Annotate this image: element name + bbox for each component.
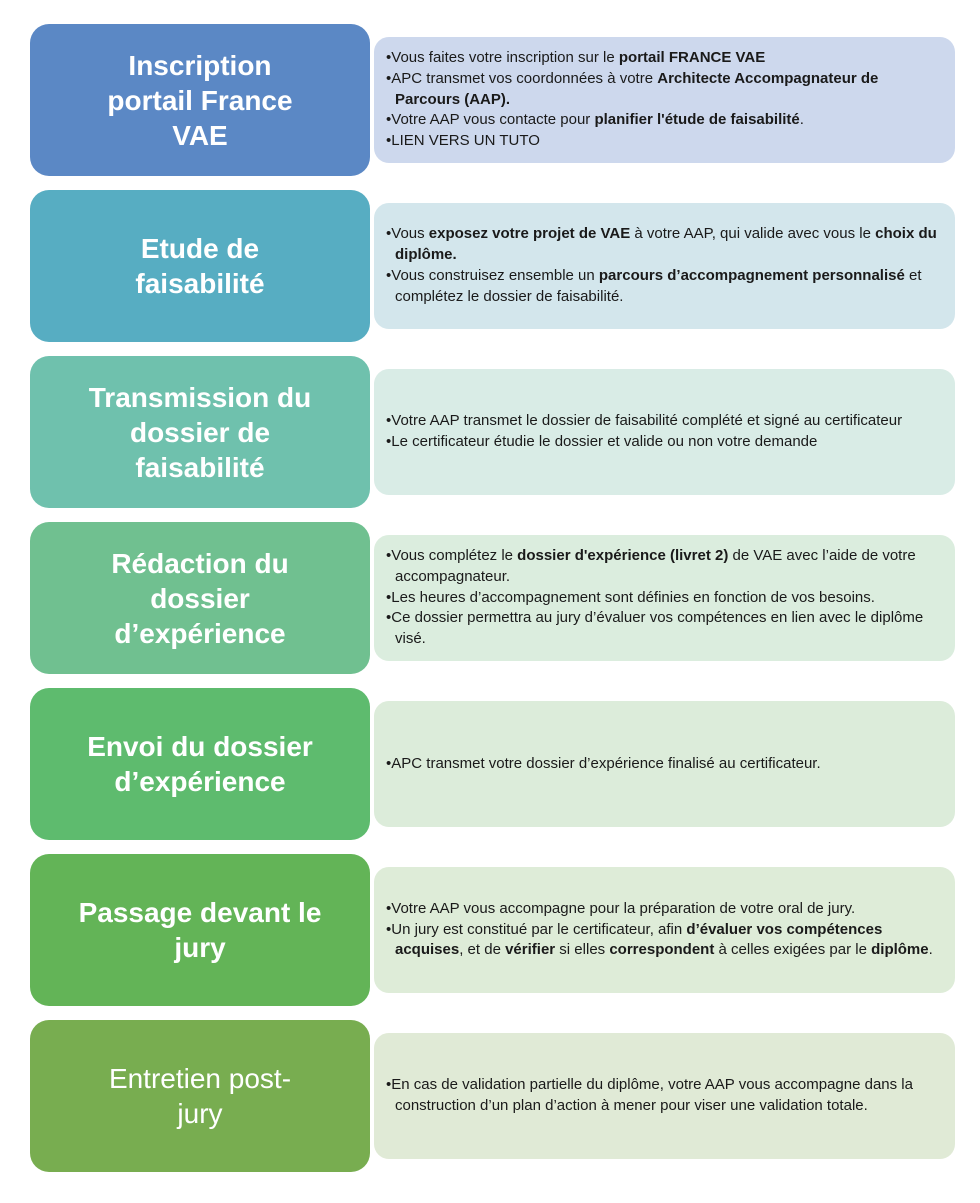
step-title-line: d’expérience — [114, 617, 286, 649]
step-title — [135, 231, 264, 301]
bullet-marker: • — [386, 412, 392, 430]
step-title-line: Inscription — [128, 49, 272, 81]
step-title-line: Entretien post- — [108, 1063, 292, 1094]
bullet-item — [386, 224, 947, 266]
step-body-panel — [374, 203, 955, 329]
bullet-list — [386, 224, 947, 307]
bullet-text-segment: Ce dossier permettra au jury d’évaluer vos compétences en lien avec le diplôme visé. — [391, 609, 924, 648]
step-title-box — [30, 356, 370, 508]
bullet-text-segment: dossier d'expérience (livret 2) — [517, 547, 729, 564]
bullet-text-segment: . — [799, 111, 804, 129]
bullet-item — [386, 432, 902, 453]
step-body-panel — [374, 1033, 955, 1159]
step-body-panel — [374, 369, 955, 495]
bullet-marker: • — [386, 899, 392, 917]
bullet-text-segment: et complétez le dossier de faisabilité. — [395, 267, 922, 305]
bullet-item — [386, 1075, 947, 1117]
step-title-line: Rédaction du — [111, 547, 289, 579]
bullet-item — [386, 411, 902, 432]
bullet-text-segment: Le certificateur étudie le dossier et valide ou non votre demande — [391, 433, 818, 450]
bullet-item — [386, 266, 947, 308]
bullet-marker: • — [386, 49, 392, 66]
step-row — [30, 1020, 955, 1172]
step-title — [89, 380, 312, 485]
step-row — [30, 24, 955, 176]
bullet-text-segment: diplôme — [871, 941, 929, 959]
bullet-text-segment: Vous — [391, 225, 429, 243]
bullet-text-segment: portail FRANCE VAE — [618, 49, 766, 66]
step-title-line: jury — [174, 932, 226, 963]
bullet-marker: • — [386, 111, 392, 129]
bullet-text-segment: à votre AAP, qui valide avec vous le — [630, 225, 876, 243]
step-title-line: faisabilité — [135, 451, 265, 483]
bullet-text-segment: Vous complétez le — [391, 547, 518, 564]
bullet-item — [386, 69, 947, 111]
bullet-marker: • — [386, 132, 392, 150]
step-title-line: portail France — [107, 84, 293, 116]
bullet-text-segment: de VAE avec l’aide de votre accompagnateur. — [395, 547, 916, 585]
bullet-text-segment: Vous construisez ensemble un — [391, 267, 599, 284]
bullet-text-segment: LIEN VERS UN TUTO — [391, 132, 540, 150]
bullet-item — [386, 920, 947, 962]
bullet-marker: • — [386, 433, 392, 450]
step-row — [30, 522, 955, 674]
bullet-marker: • — [386, 225, 392, 243]
step-title-line: Etude de — [140, 233, 260, 264]
bullet-list — [386, 411, 902, 453]
bullet-text-segment: Un jury est constitué par le certificateur, afin — [391, 920, 687, 938]
bullet-text-segment: Votre AAP vous accompagne pour la préparation de votre oral de jury. — [391, 899, 856, 917]
step-title-box — [30, 688, 370, 840]
step-body-panel — [374, 867, 955, 993]
bullet-text-segment: Vous faites votre inscription sur le — [391, 49, 619, 66]
bullet-text-segment: correspondent — [609, 941, 715, 959]
bullet-text-segment: Votre AAP transmet le dossier de faisabilité complété et signé au certificateur — [391, 412, 903, 430]
bullet-list — [386, 546, 947, 650]
bullet-marker: • — [386, 609, 392, 627]
bullet-marker: • — [386, 920, 392, 938]
bullet-text-segment: Votre AAP vous contacte pour — [391, 111, 595, 129]
step-row — [30, 688, 955, 840]
bullet-text-segment: planifier l'étude de faisabilité — [594, 111, 800, 129]
bullet-item — [386, 588, 947, 609]
bullet-text-segment: Architecte Accompagnateur de Parcours (AAP). — [395, 69, 879, 108]
step-title — [107, 48, 292, 153]
step-title — [109, 1061, 291, 1131]
bullet-text-segment: vérifier — [505, 941, 556, 959]
step-title-line: Transmission du — [88, 381, 312, 413]
step-title-box — [30, 24, 370, 176]
step-row — [30, 190, 955, 342]
bullet-marker: • — [386, 267, 392, 284]
bullet-text-segment: , et de — [459, 941, 506, 959]
bullet-marker: • — [386, 1076, 392, 1094]
bullet-marker: • — [386, 588, 392, 606]
bullet-text-segment: d’évaluer vos compétences acquises — [395, 920, 883, 959]
step-title — [111, 546, 288, 651]
bullet-text-segment: si elles — [555, 941, 610, 959]
bullet-text-segment: APC transmet votre dossier d’expérience finalisé au certificateur. — [391, 754, 821, 772]
bullet-item — [386, 48, 947, 69]
bullet-item — [386, 754, 821, 775]
bullet-item — [386, 608, 947, 650]
bullet-text-segment: parcours d’accompagnement personnalisé — [598, 267, 905, 284]
step-body-panel — [374, 37, 955, 163]
step-title-box — [30, 854, 370, 1006]
step-body-panel — [374, 535, 955, 661]
step-title-line: dossier de — [129, 416, 271, 448]
bullet-item — [386, 899, 947, 920]
step-row — [30, 854, 955, 1006]
step-row — [30, 356, 955, 508]
bullet-text-segment: choix du diplôme. — [395, 225, 937, 264]
bullet-text-segment: En cas de validation partielle du diplôme, votre AAP vous accompagne dans la construction d’un plan d’action à mener pour viser une validation totale. — [391, 1076, 913, 1114]
step-title-line: Envoi du dossier — [87, 731, 313, 762]
step-title — [87, 729, 313, 799]
step-title-line: Passage devant le — [78, 897, 322, 928]
bullet-marker: • — [386, 69, 392, 87]
bullet-text-segment: . — [928, 941, 933, 959]
bullet-list — [386, 899, 947, 961]
step-title-line: d’expérience — [114, 766, 286, 797]
process-list — [30, 24, 955, 1172]
bullet-marker: • — [386, 547, 392, 564]
bullet-item — [386, 110, 947, 131]
step-title-line: dossier — [150, 582, 250, 614]
bullet-text-segment: Les heures d’accompagnement sont définies en fonction de vos besoins. — [391, 588, 875, 606]
step-title-line: jury — [177, 1098, 223, 1129]
bullet-text-segment: APC transmet vos coordonnées à votre — [391, 69, 658, 87]
bullet-list — [386, 1075, 947, 1117]
step-title-line: faisabilité — [135, 268, 265, 299]
bullet-marker: • — [386, 754, 392, 772]
bullet-list — [386, 48, 947, 152]
step-title-box — [30, 190, 370, 342]
bullet-list — [386, 754, 821, 775]
step-title-box — [30, 522, 370, 674]
step-title-line: VAE — [172, 119, 228, 151]
step-title-box — [30, 1020, 370, 1172]
bullet-item — [386, 131, 947, 152]
bullet-item — [386, 546, 947, 588]
step-body-panel — [374, 701, 955, 827]
bullet-text-segment: à celles exigées par le — [714, 941, 872, 959]
bullet-text-segment: exposez votre projet de VAE — [428, 225, 631, 243]
step-title — [79, 895, 322, 965]
